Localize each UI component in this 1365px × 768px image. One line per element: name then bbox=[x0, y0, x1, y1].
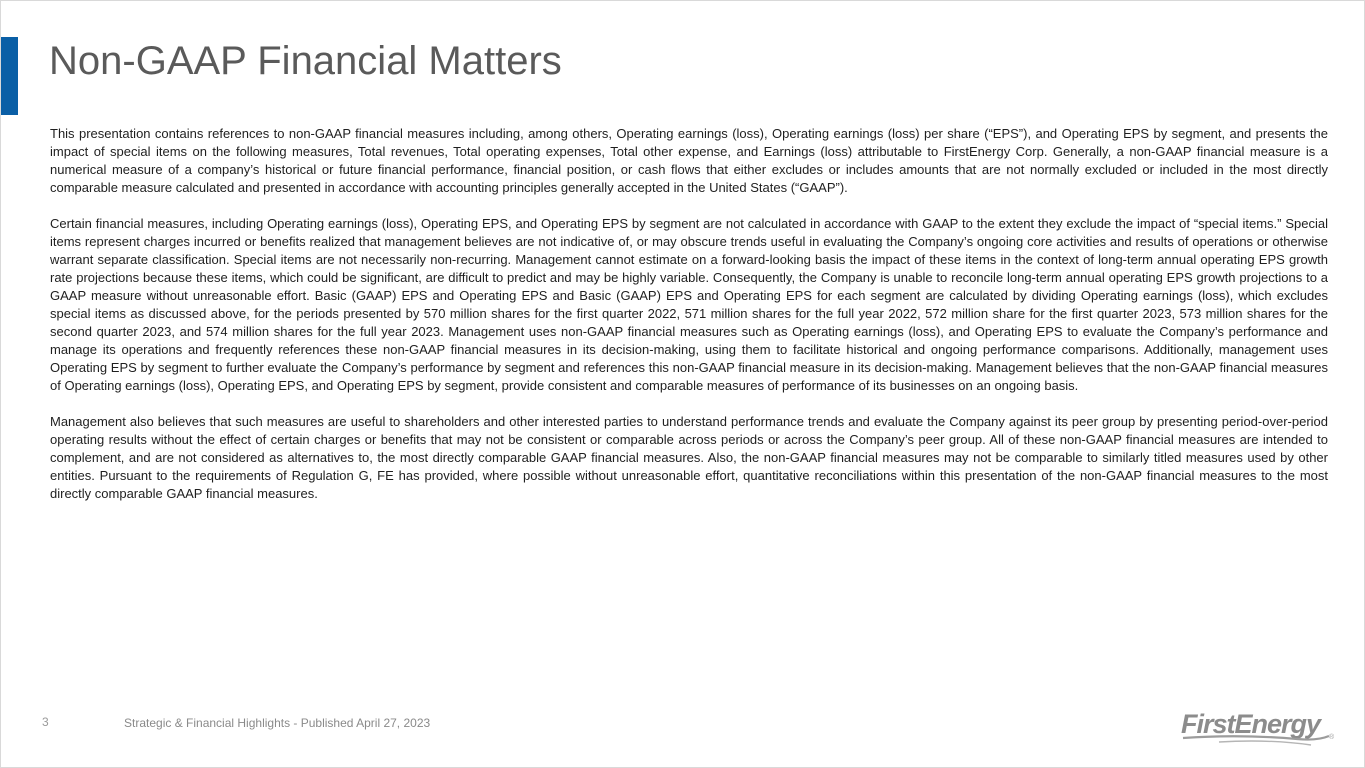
page-title: Non-GAAP Financial Matters bbox=[49, 39, 562, 83]
firstenergy-logo bbox=[1179, 703, 1339, 751]
svg-text:FirstEnergy: FirstEnergy bbox=[1181, 709, 1321, 739]
paragraph-1: This presentation contains references to non-GAAP financial measures including, among others, Operating earnings (loss), Operating earnings (loss) per share (“EPS”), and Operating EPS by segment, and presents the impact of special items on the following measures, Total revenues, Total operating expenses, Total other expense, and Earnings (loss) attributable to FirstEnergy Corp. Generally, a non-GAAP financial measure is a numerical measure of a company’s historical or future financial performance, financial position, or cash flows that either excludes or includes amounts that are not normally excluded or included in the most directly comparable measure calculated and presented in accordance with accounting principles generally accepted in the United States (“GAAP”). bbox=[50, 126, 1328, 195]
title-accent-bar bbox=[1, 37, 18, 115]
footer-caption: Strategic & Financial Highlights - Published April 27, 2023 bbox=[124, 716, 431, 730]
paragraph-2: Certain financial measures, including Operating earnings (loss), Operating EPS, and Operating EPS by segment are not calculated in accordance with GAAP to the extent they exclude the impact of “special items.” Special items represent charges incurred or benefits realized that management believes are not indicative of, or may obscure trends useful in evaluating the Company’s ongoing core activities and results of operations or otherwise warrant separate classification. Special items are not necessarily non-recurring. Management cannot estimate on a forward-looking basis the impact of these items in the context of long-term annual operating EPS growth rate projections because these items, which could be significant, are difficult to predict and may be highly variable. Consequently, the Company is unable to reconcile long-term annual operating EPS growth projections to a GAAP measure without unreasonable effort. Basic (GAAP) EPS and Operating EPS and Basic (GAAP) EPS and Operating EPS for each segment are calculated by dividing Operating earnings (loss), which excludes special items as discussed above, for the periods presented by 570 million shares for the first quarter 2022, 571 million shares for the full year 2022, 572 million share for the first quarter 2023, 573 million shares for the second quarter 2023, and 574 million shares for the full year 2023. Management uses non-GAAP financial measures such as Operating earnings (loss), and Operating EPS to evaluate the Company’s performance and manage its operations and frequently references these non-GAAP financial measures in its decision-making, using them to facilitate historical and ongoing performance comparisons. Additionally, management uses Operating EPS by segment to further evaluate the Company’s performance by segment and references this non-GAAP financial measure in its decision-making. Management believes that the non-GAAP financial measures of Operating earnings (loss), Operating EPS, and Operating EPS by segment, provide consistent and comparable measures of performance of its businesses on an ongoing basis. bbox=[50, 216, 1328, 393]
body-text bbox=[50, 125, 1328, 521]
page-number: 3 bbox=[42, 715, 49, 729]
paragraph-3: Management also believes that such measures are useful to shareholders and other interested parties to understand performance trends and evaluate the Company against its peer group by presenting period-over-period operating results without the effect of certain charges or benefits that may not be consistent or comparable across periods or across the Company’s peer group. All of these non-GAAP financial measures are intended to complement, and are not considered as alternatives to, the most directly comparable GAAP financial measures. Also, the non-GAAP financial measures may not be comparable to similarly titled measures used by other entities. Pursuant to the requirements of Regulation G, FE has provided, where possible without unreasonable effort, quantitative reconciliations within this presentation of the non-GAAP financial measures to the most directly comparable GAAP financial measures. bbox=[50, 414, 1328, 501]
svg-text:®: ® bbox=[1329, 734, 1335, 741]
